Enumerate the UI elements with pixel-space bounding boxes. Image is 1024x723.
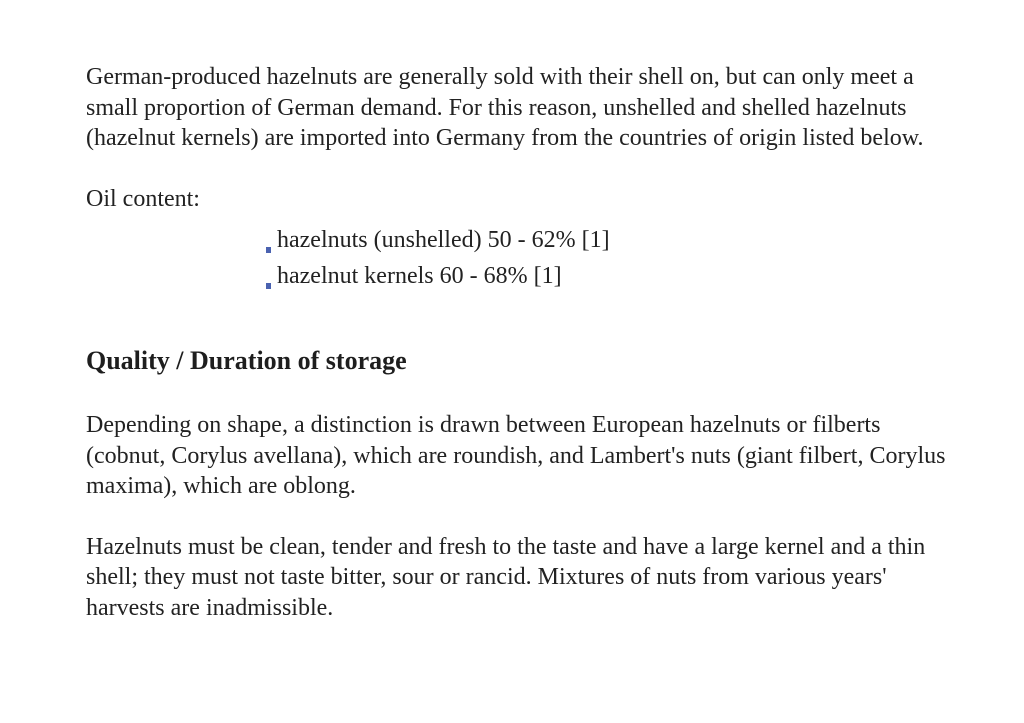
list-item bbox=[266, 222, 946, 258]
list-item bbox=[266, 258, 946, 294]
bullet-icon bbox=[266, 283, 271, 289]
requirements-paragraph: Hazelnuts must be clean, tender and fresh to the taste and have a large kernel and a thin shell; they must not taste bitter, sour or rancid. Mixtures of nuts from various years' harvests are inadmissible. bbox=[86, 533, 926, 621]
shape-paragraph: Depending on shape, a distinction is drawn between European hazelnuts or filberts (cobnut, Corylus avellana), which are roundish, and Lambert's nuts (giant filbert, Corylus maxima), which are oblong. bbox=[86, 412, 946, 499]
intro-paragraph: German-produced hazelnuts are generally sold with their shell on, but can only meet a small proportion of German demand. For this reason, unshelled and shelled hazelnuts (hazelnut kernels) are imported into Germany from the countries of origin listed below. bbox=[86, 64, 924, 151]
bullet-icon bbox=[266, 247, 271, 253]
document-page bbox=[86, 62, 946, 623]
oil-content-label: Oil content: bbox=[86, 185, 200, 212]
oil-content-item-kernels: hazelnut kernels 60 - 68% [1] bbox=[277, 263, 562, 289]
section-heading-quality: Quality / Duration of storage bbox=[86, 346, 407, 375]
oil-content-list bbox=[86, 222, 946, 294]
oil-content-item-unshelled: hazelnuts (unshelled) 50 - 62% [1] bbox=[277, 227, 610, 253]
